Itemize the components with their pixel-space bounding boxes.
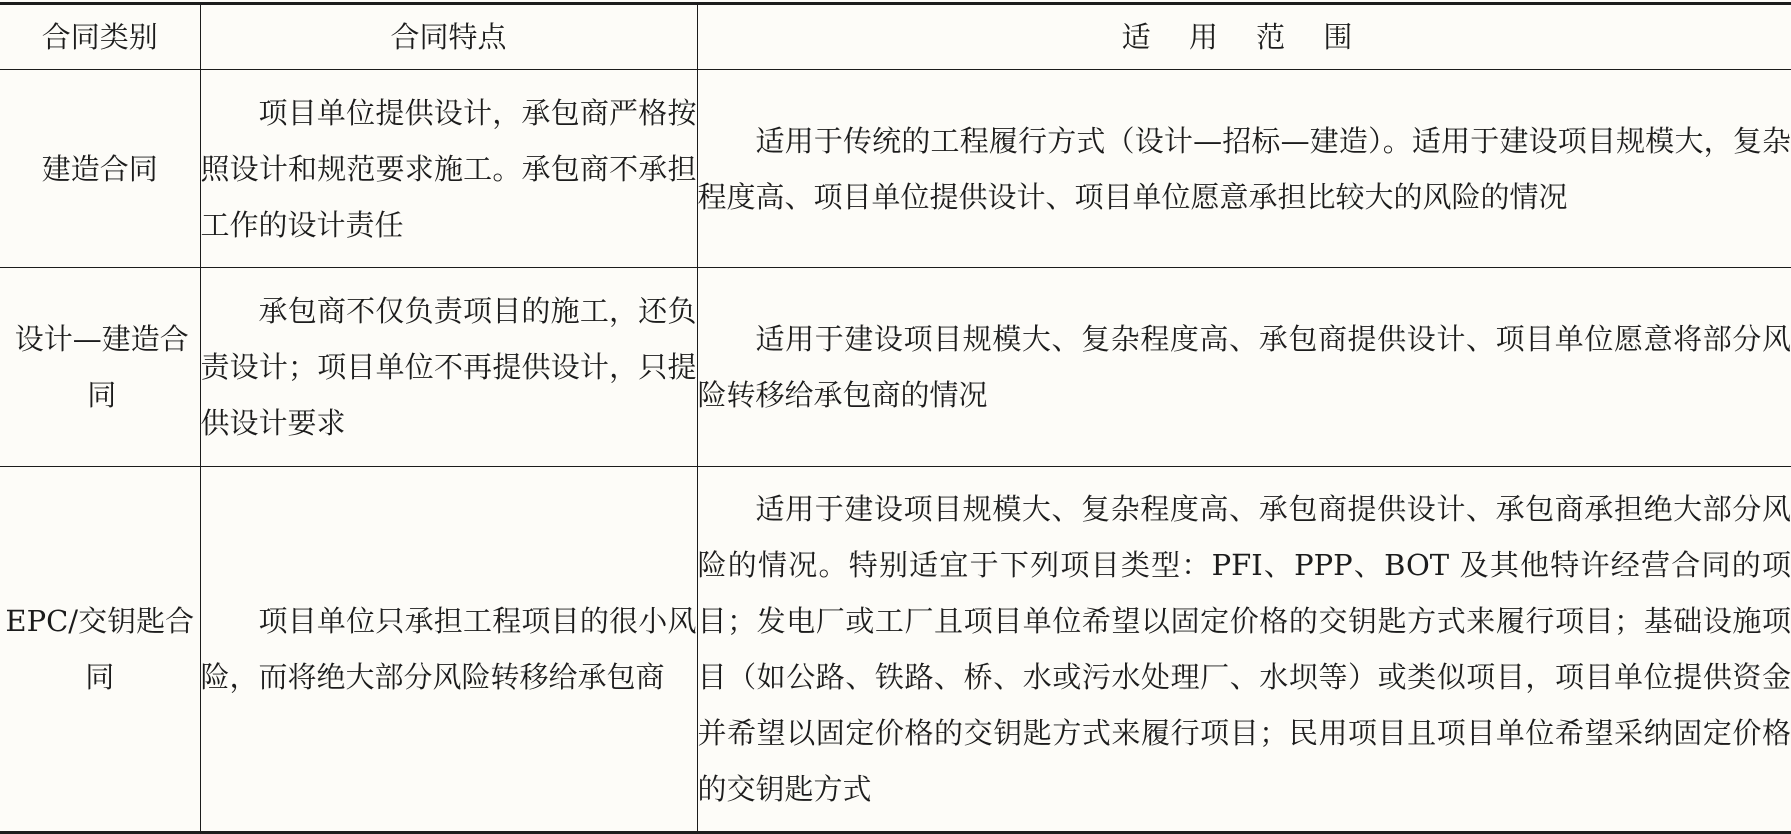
contract-features-text: 项目单位只承担工程项目的很小风险，而将绝大部分风险转移给承包商 bbox=[201, 593, 697, 705]
table-row bbox=[0, 268, 1791, 467]
header-contract-type: 合同类别 bbox=[0, 4, 200, 70]
contract-type-text: EPC/交钥匙合同 bbox=[0, 593, 200, 705]
header-applicable-scope: 适 用 范 围 bbox=[697, 4, 1791, 70]
applicable-scope-text: 适用于建设项目规模大、复杂程度高、承包商提供设计、项目单位愿意将部分风险转移给承包商的情况 bbox=[698, 311, 1791, 423]
table-row bbox=[0, 70, 1791, 268]
contract-features-text: 承包商不仅负责项目的施工，还负责设计；项目单位不再提供设计，只提供设计要求 bbox=[201, 283, 697, 451]
applicable-scope-text: 适用于传统的工程履行方式（设计—招标—建造）。适用于建设项目规模大，复杂程度高、项目单位提供设计、项目单位愿意承担比较大的风险的情况 bbox=[698, 113, 1791, 225]
contract-types-table bbox=[0, 2, 1791, 834]
table-body bbox=[0, 70, 1791, 833]
header-contract-features: 合同特点 bbox=[200, 4, 697, 70]
contract-type-cell bbox=[0, 70, 200, 268]
applicable-scope-cell bbox=[697, 70, 1791, 268]
header-row bbox=[0, 4, 1791, 70]
table-row bbox=[0, 467, 1791, 833]
contract-type-text: 设计—建造合同 bbox=[14, 311, 190, 423]
applicable-scope-cell bbox=[697, 268, 1791, 467]
contract-features-text: 项目单位提供设计，承包商严格按照设计和规范要求施工。承包商不承担工作的设计责任 bbox=[201, 85, 697, 253]
contract-type-cell bbox=[0, 467, 200, 833]
contract-features-cell bbox=[200, 268, 697, 467]
contract-type-text: 建造合同 bbox=[0, 141, 200, 197]
contract-features-cell bbox=[200, 70, 697, 268]
applicable-scope-cell bbox=[697, 467, 1791, 833]
table-header bbox=[0, 4, 1791, 70]
contract-type-cell bbox=[0, 268, 200, 467]
applicable-scope-text: 适用于建设项目规模大、复杂程度高、承包商提供设计、承包商承担绝大部分风险的情况。特别适宜于下列项目类型：PFI、PPP、BOT 及其他特许经营合同的项目；发电厂或工厂且项目单位希望以固定价格的交钥匙方式来履行项目；基础设施项目（如公路、铁路、桥、水或污水处理厂、水坝等）或类似项目，项目单位提供资金并希望以固定价格的交钥匙方式来履行项目；民用项目且项目单位希望采纳固定价格的交钥匙方式 bbox=[698, 481, 1791, 817]
contract-features-cell bbox=[200, 467, 697, 833]
